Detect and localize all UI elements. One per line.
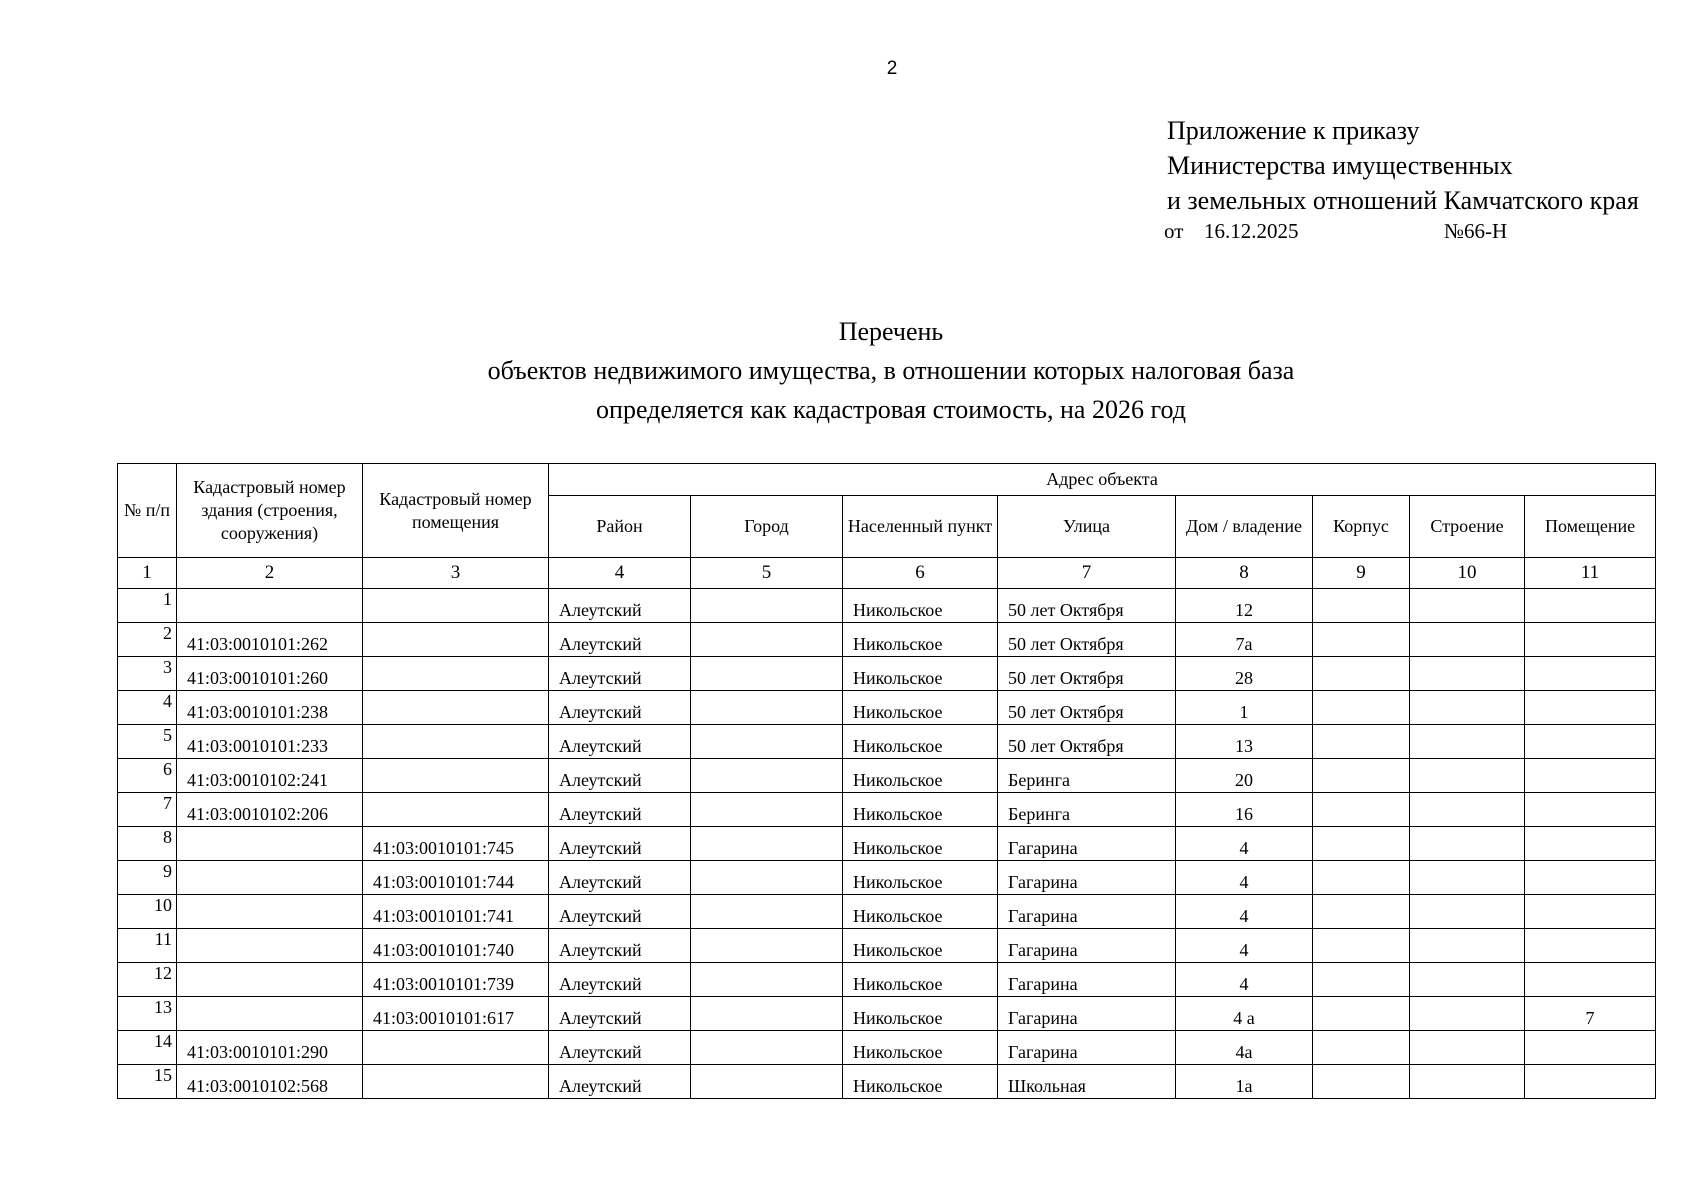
premises-cadastral-number-cell <box>363 725 549 759</box>
settlement-cell: Никольское <box>843 1065 998 1099</box>
settlement-cell: Никольское <box>843 895 998 929</box>
city-cell <box>691 827 843 861</box>
house-number-cell: 1 <box>1176 691 1313 725</box>
table-row <box>118 895 1656 929</box>
column-number-cell: 10 <box>1410 558 1525 589</box>
premises-cadastral-number-cell <box>363 1031 549 1065</box>
order-reference <box>1164 219 1507 244</box>
settlement-cell: Никольское <box>843 657 998 691</box>
premises-number-cell <box>1525 861 1656 895</box>
city-cell <box>691 657 843 691</box>
city-cell <box>691 963 843 997</box>
corpus-cell <box>1313 623 1410 657</box>
row-number-cell: 4 <box>118 691 177 725</box>
table-row <box>118 623 1656 657</box>
table-row <box>118 827 1656 861</box>
header-num: № п/п <box>118 464 177 558</box>
corpus-cell <box>1313 895 1410 929</box>
table-row <box>118 725 1656 759</box>
premises-cadastral-number-cell: 41:03:0010101:740 <box>363 929 549 963</box>
premises-number-cell <box>1525 963 1656 997</box>
building-cell <box>1410 691 1525 725</box>
building-cadastral-number-cell: 41:03:0010102:241 <box>177 759 363 793</box>
building-cell <box>1410 929 1525 963</box>
title-line-3: определяется как кадастровая стоимость, на 2026 год <box>596 395 1186 424</box>
premises-cadastral-number-cell <box>363 793 549 827</box>
building-cadastral-number-cell: 41:03:0010102:568 <box>177 1065 363 1099</box>
settlement-cell: Никольское <box>843 725 998 759</box>
corpus-cell <box>1313 929 1410 963</box>
row-number-cell: 9 <box>118 861 177 895</box>
column-number-cell: 7 <box>998 558 1176 589</box>
order-date: 16.12.2025 <box>1204 219 1299 243</box>
building-cell <box>1410 827 1525 861</box>
premises-cadastral-number-cell <box>363 691 549 725</box>
corpus-cell <box>1313 861 1410 895</box>
column-number-cell: 4 <box>549 558 691 589</box>
row-number-cell: 15 <box>118 1065 177 1099</box>
street-cell: 50 лет Октября <box>998 589 1176 623</box>
premises-number-cell <box>1525 1065 1656 1099</box>
corpus-cell <box>1313 725 1410 759</box>
row-number-cell: 8 <box>118 827 177 861</box>
table-row <box>118 1065 1656 1099</box>
row-number-cell: 2 <box>118 623 177 657</box>
table-row <box>118 963 1656 997</box>
header-settlement: Населенный пункт <box>843 496 998 558</box>
column-number-cell: 11 <box>1525 558 1656 589</box>
building-cadastral-number-cell: 41:03:0010101:262 <box>177 623 363 657</box>
district-cell: Алеутский <box>549 861 691 895</box>
building-cell <box>1410 1031 1525 1065</box>
house-number-cell: 4 <box>1176 929 1313 963</box>
premises-cadastral-number-cell <box>363 623 549 657</box>
district-cell: Алеутский <box>549 929 691 963</box>
premises-cadastral-number-cell <box>363 1065 549 1099</box>
street-cell: 50 лет Октября <box>998 725 1176 759</box>
premises-cadastral-number-cell <box>363 589 549 623</box>
row-number-cell: 3 <box>118 657 177 691</box>
building-cell <box>1410 895 1525 929</box>
table-row <box>118 793 1656 827</box>
building-cell <box>1410 793 1525 827</box>
page-number: 2 <box>886 58 898 79</box>
street-cell: Гагарина <box>998 861 1176 895</box>
building-cell <box>1410 997 1525 1031</box>
building-cell <box>1410 589 1525 623</box>
district-cell: Алеутский <box>549 827 691 861</box>
row-number-cell: 7 <box>118 793 177 827</box>
district-cell: Алеутский <box>549 895 691 929</box>
table-row <box>118 997 1656 1031</box>
street-cell: Гагарина <box>998 1031 1176 1065</box>
premises-cadastral-number-cell <box>363 759 549 793</box>
premises-number-cell <box>1525 1031 1656 1065</box>
district-cell: Алеутский <box>549 759 691 793</box>
building-cadastral-number-cell: 41:03:0010101:238 <box>177 691 363 725</box>
title-line-2: объектов недвижимого имущества, в отношении которых налоговая база <box>487 356 1295 385</box>
premises-number-cell <box>1525 725 1656 759</box>
appendix-line-3: и земельных отношений Камчатского края <box>1167 186 1639 215</box>
house-number-cell: 4а <box>1176 1031 1313 1065</box>
row-number-cell: 12 <box>118 963 177 997</box>
row-number-cell: 14 <box>118 1031 177 1065</box>
header-building: Строение <box>1410 496 1525 558</box>
settlement-cell: Никольское <box>843 759 998 793</box>
district-cell: Алеутский <box>549 691 691 725</box>
premises-cadastral-number-cell <box>363 657 549 691</box>
premises-number-cell <box>1525 589 1656 623</box>
building-cadastral-number-cell <box>177 861 363 895</box>
street-cell: Беринга <box>998 759 1176 793</box>
premises-cadastral-number-cell: 41:03:0010101:739 <box>363 963 549 997</box>
city-cell <box>691 895 843 929</box>
building-cadastral-number-cell: 41:03:0010102:206 <box>177 793 363 827</box>
row-number-cell: 1 <box>118 589 177 623</box>
building-cadastral-number-cell: 41:03:0010101:233 <box>177 725 363 759</box>
house-number-cell: 1а <box>1176 1065 1313 1099</box>
corpus-cell <box>1313 1031 1410 1065</box>
order-from-label: от <box>1164 219 1184 243</box>
building-cell <box>1410 623 1525 657</box>
header-premises-cadastral: Кадастровый номер помещения <box>363 464 549 558</box>
house-number-cell: 4 а <box>1176 997 1313 1031</box>
premises-cadastral-number-cell: 41:03:0010101:741 <box>363 895 549 929</box>
city-cell <box>691 861 843 895</box>
street-cell: 50 лет Октября <box>998 623 1176 657</box>
district-cell: Алеутский <box>549 657 691 691</box>
building-cadastral-number-cell <box>177 827 363 861</box>
appendix-header <box>1167 113 1639 218</box>
city-cell <box>691 1031 843 1065</box>
district-cell: Алеутский <box>549 725 691 759</box>
corpus-cell <box>1313 589 1410 623</box>
row-number-cell: 11 <box>118 929 177 963</box>
corpus-cell <box>1313 963 1410 997</box>
premises-cadastral-number-cell: 41:03:0010101:744 <box>363 861 549 895</box>
street-cell: 50 лет Октября <box>998 691 1176 725</box>
street-cell: Гагарина <box>998 895 1176 929</box>
premises-number-cell <box>1525 929 1656 963</box>
premises-number-cell <box>1525 895 1656 929</box>
street-cell: Гагарина <box>998 997 1176 1031</box>
table-row <box>118 589 1656 623</box>
order-number: №66-Н <box>1444 219 1508 243</box>
house-number-cell: 4 <box>1176 963 1313 997</box>
house-number-cell: 13 <box>1176 725 1313 759</box>
header-address-group: Адрес объекта <box>549 464 1656 496</box>
street-cell: Гагарина <box>998 929 1176 963</box>
premises-cadastral-number-cell: 41:03:0010101:617 <box>363 997 549 1031</box>
city-cell <box>691 725 843 759</box>
corpus-cell <box>1313 691 1410 725</box>
table-body <box>118 589 1656 1099</box>
header-city: Город <box>691 496 843 558</box>
city-cell <box>691 589 843 623</box>
building-cell <box>1410 861 1525 895</box>
district-cell: Алеутский <box>549 963 691 997</box>
column-number-cell: 2 <box>177 558 363 589</box>
city-cell <box>691 1065 843 1099</box>
corpus-cell <box>1313 1065 1410 1099</box>
house-number-cell: 12 <box>1176 589 1313 623</box>
street-cell: Школьная <box>998 1065 1176 1099</box>
settlement-cell: Никольское <box>843 997 998 1031</box>
district-cell: Алеутский <box>549 589 691 623</box>
row-number-cell: 13 <box>118 997 177 1031</box>
corpus-cell <box>1313 793 1410 827</box>
street-cell: Гагарина <box>998 827 1176 861</box>
building-cadastral-number-cell <box>177 997 363 1031</box>
settlement-cell: Никольское <box>843 691 998 725</box>
building-cell <box>1410 657 1525 691</box>
building-cadastral-number-cell <box>177 589 363 623</box>
house-number-cell: 4 <box>1176 827 1313 861</box>
column-number-cell: 5 <box>691 558 843 589</box>
corpus-cell <box>1313 657 1410 691</box>
street-cell: Беринга <box>998 793 1176 827</box>
table-row <box>118 657 1656 691</box>
appendix-line-1: Приложение к приказу <box>1167 116 1420 145</box>
building-cell <box>1410 759 1525 793</box>
premises-number-cell: 7 <box>1525 997 1656 1031</box>
building-cadastral-number-cell: 41:03:0010101:260 <box>177 657 363 691</box>
district-cell: Алеутский <box>549 1065 691 1099</box>
house-number-cell: 4 <box>1176 861 1313 895</box>
premises-number-cell <box>1525 623 1656 657</box>
city-cell <box>691 929 843 963</box>
building-cadastral-number-cell <box>177 963 363 997</box>
header-corpus: Корпус <box>1313 496 1410 558</box>
table-row <box>118 1031 1656 1065</box>
table-row <box>118 861 1656 895</box>
column-number-cell: 8 <box>1176 558 1313 589</box>
header-building-cadastral: Кадастровый номер здания (строения, сооружения) <box>177 464 363 558</box>
city-cell <box>691 759 843 793</box>
title-line-1: Перечень <box>838 317 944 346</box>
settlement-cell: Никольское <box>843 589 998 623</box>
corpus-cell <box>1313 997 1410 1031</box>
column-number-cell: 3 <box>363 558 549 589</box>
district-cell: Алеутский <box>549 1031 691 1065</box>
table-row <box>118 691 1656 725</box>
appendix-line-2: Министерства имущественных <box>1167 151 1513 180</box>
premises-number-cell <box>1525 691 1656 725</box>
row-number-cell: 6 <box>118 759 177 793</box>
house-number-cell: 16 <box>1176 793 1313 827</box>
house-number-cell: 28 <box>1176 657 1313 691</box>
building-cadastral-number-cell <box>177 895 363 929</box>
premises-number-cell <box>1525 793 1656 827</box>
district-cell: Алеутский <box>549 793 691 827</box>
city-cell <box>691 997 843 1031</box>
settlement-cell: Никольское <box>843 861 998 895</box>
table-header-row <box>118 464 1656 496</box>
table-row <box>118 929 1656 963</box>
street-cell: 50 лет Октября <box>998 657 1176 691</box>
corpus-cell <box>1313 827 1410 861</box>
settlement-cell: Никольское <box>843 793 998 827</box>
column-number-cell: 6 <box>843 558 998 589</box>
building-cell <box>1410 725 1525 759</box>
house-number-cell: 20 <box>1176 759 1313 793</box>
district-cell: Алеутский <box>549 997 691 1031</box>
table-row <box>118 759 1656 793</box>
premises-cadastral-number-cell: 41:03:0010101:745 <box>363 827 549 861</box>
document-title <box>108 312 1674 429</box>
house-number-cell: 7а <box>1176 623 1313 657</box>
district-cell: Алеутский <box>549 623 691 657</box>
house-number-cell: 4 <box>1176 895 1313 929</box>
row-number-cell: 5 <box>118 725 177 759</box>
property-registry-table <box>117 463 1656 1099</box>
header-district: Район <box>549 496 691 558</box>
premises-number-cell <box>1525 827 1656 861</box>
column-number-cell: 9 <box>1313 558 1410 589</box>
settlement-cell: Никольское <box>843 929 998 963</box>
header-house: Дом / владение <box>1176 496 1313 558</box>
street-cell: Гагарина <box>998 963 1176 997</box>
premises-number-cell <box>1525 657 1656 691</box>
settlement-cell: Никольское <box>843 963 998 997</box>
premises-number-cell <box>1525 759 1656 793</box>
corpus-cell <box>1313 759 1410 793</box>
city-cell <box>691 623 843 657</box>
city-cell <box>691 793 843 827</box>
building-cadastral-number-cell: 41:03:0010101:290 <box>177 1031 363 1065</box>
building-cadastral-number-cell <box>177 929 363 963</box>
city-cell <box>691 691 843 725</box>
header-street: Улица <box>998 496 1176 558</box>
building-cell <box>1410 1065 1525 1099</box>
header-premises: Помещение <box>1525 496 1656 558</box>
row-number-cell: 10 <box>118 895 177 929</box>
settlement-cell: Никольское <box>843 827 998 861</box>
column-number-cell: 1 <box>118 558 177 589</box>
building-cell <box>1410 963 1525 997</box>
settlement-cell: Никольское <box>843 623 998 657</box>
settlement-cell: Никольское <box>843 1031 998 1065</box>
column-numbers-row <box>118 558 1656 589</box>
